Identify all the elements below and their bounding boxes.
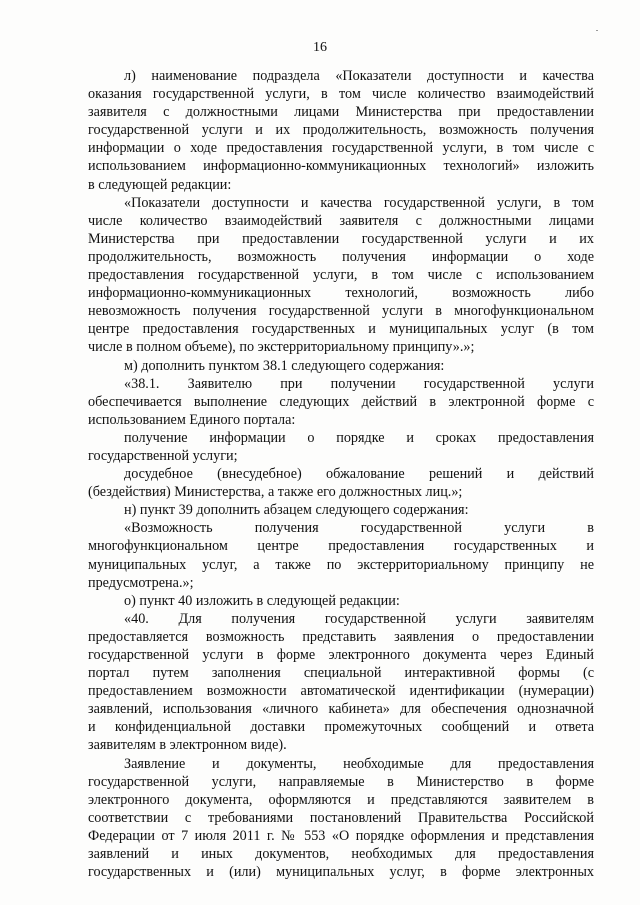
text-line: предусмотрена.»; bbox=[88, 574, 194, 591]
text-line: «38.1. Заявителю при получении государственной услуги bbox=[124, 375, 594, 392]
text-line: муниципальных услуг, а также по экстерриториальному принципу не bbox=[88, 556, 594, 573]
text-line: в следующей редакции: bbox=[88, 176, 232, 193]
text-line: Заявление и документы, необходимые для предоставления bbox=[124, 755, 594, 772]
text-line: м) дополнить пунктом 38.1 следующего содержания: bbox=[124, 357, 445, 374]
text-line: числе количество взаимодействий заявителя с должностными лицами bbox=[88, 212, 594, 229]
text-line: н) пункт 39 дополнить абзацем следующего содержания: bbox=[124, 502, 469, 519]
text-line: невозможность получения государственной услуги в многофункциональном bbox=[88, 303, 594, 320]
text-line: электронного документа, оформляются и представляются заявителем в bbox=[88, 791, 594, 808]
text-line: соответствии с требованиями постановлений Правительства Российской bbox=[88, 809, 594, 826]
document-body bbox=[88, 67, 594, 881]
text-line: числе в полном объеме), по экстерриториальному принципу».»; bbox=[88, 339, 475, 356]
text-line: государственной услуги, направляемые в Министерство в форме bbox=[88, 773, 594, 790]
text-line: информационно-коммуникационных технологий, возможность либо bbox=[88, 285, 594, 302]
text-line: обеспечивается выполнение следующих действий в электронной форме с bbox=[88, 393, 594, 410]
text-line: центре предоставления государственных и муниципальных услуг (в том bbox=[88, 321, 594, 338]
text-line: заявлений, использования «личного кабинета» для обеспечения однозначной bbox=[88, 701, 594, 718]
text-line: государственной услуги в форме электронного документа через Единый bbox=[88, 647, 594, 663]
text-line: государственных и (или) муниципальных услуг, в форме электронных bbox=[88, 864, 594, 881]
text-line: досудебное (внесудебное) обжалование решений и действий bbox=[124, 466, 594, 483]
scan-speck bbox=[596, 30, 598, 31]
text-line: государственной услуги и их продолжительность, возможность получения bbox=[88, 122, 594, 139]
text-line: государственной услуги; bbox=[88, 447, 238, 464]
text-line: предоставляется возможность представить заявления о предоставлении bbox=[88, 628, 594, 645]
text-line: и конфиденциальной доставки промежуточных сообщений и ответа bbox=[88, 719, 594, 736]
text-line: использованием Единого портала: bbox=[88, 411, 296, 428]
text-line: оказания государственной услуги, в том числе количество взаимодействий bbox=[88, 86, 594, 103]
text-line: (бездействия) Министерства, а также его должностных лиц.»; bbox=[88, 484, 463, 501]
text-line: заявителя с должностными лицами Министерства при предоставлении bbox=[88, 104, 594, 121]
text-line: получение информации о порядке и сроках предоставления bbox=[124, 429, 594, 446]
text-line: использованием информационно-коммуникационных технологий» изложить bbox=[88, 158, 594, 175]
text-line: «40. Для получения государственной услуги заявителям bbox=[124, 610, 594, 627]
text-line: «Возможность получения государственной услуги в bbox=[124, 520, 594, 537]
text-line: «Показатели доступности и качества государственной услуги, в том bbox=[124, 194, 594, 211]
text-line: Министерства при предоставлении государственной услуги и их bbox=[88, 230, 594, 247]
text-line: о) пункт 40 изложить в следующей редакции: bbox=[124, 592, 400, 609]
text-line: л) наименование подраздела «Показатели доступности и качества bbox=[124, 68, 594, 84]
text-line: заявителям в электронном виде). bbox=[88, 737, 287, 754]
text-line: Федерации от 7 июля 2011 г. № 553 «О порядке оформления и представления bbox=[88, 827, 594, 844]
text-line: многофункциональном центре предоставления государственных и bbox=[88, 538, 594, 555]
page-number: 16 bbox=[313, 40, 327, 55]
text-line: информации о ходе предоставления государственной услуги, в том числе с bbox=[88, 140, 594, 157]
text-line: предоставлением возможности автоматической идентификации (нумерации) bbox=[88, 683, 594, 700]
text-line: портал путем заполнения специальной интерактивной формы (с bbox=[88, 665, 594, 682]
text-line: заявлений и иных документов, необходимых для предоставления bbox=[88, 846, 594, 863]
text-line: продолжительность, возможность получения информации о ходе bbox=[88, 248, 594, 265]
text-line: предоставления государственной услуги, в том числе с использованием bbox=[88, 267, 594, 284]
